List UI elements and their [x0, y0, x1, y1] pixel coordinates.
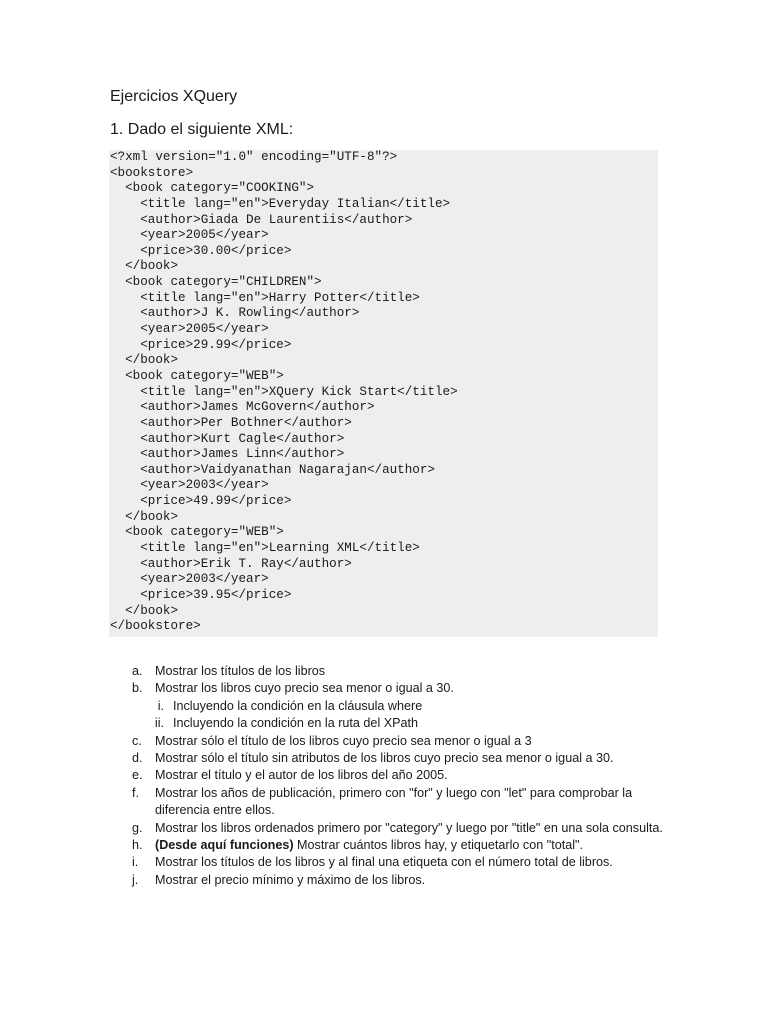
list-item [0, 680, 665, 697]
code-line: <title lang="en">Learning XML</title> [110, 541, 420, 556]
code-line: <year>2005</year> [110, 322, 269, 337]
section-heading: 1. Dado el siguiente XML: [110, 121, 294, 138]
list-item [0, 767, 665, 784]
list-item-text: Mostrar el precio mínimo y máximo de los libros. [155, 872, 426, 887]
list-item-text: Mostrar sólo el título sin atributos de los libros cuyo precio sea menor o igual a 30. [155, 751, 614, 766]
sub-list-item [0, 715, 665, 732]
code-line: </bookstore> [110, 619, 201, 634]
list-marker: g. [132, 820, 143, 835]
code-line: <price>39.95</price> [110, 587, 292, 602]
list-item-text: Mostrar cuántos libros hay, y etiquetarlo con "total". [293, 838, 583, 853]
list-marker: i. [157, 698, 164, 713]
code-line: <year>2005</year> [110, 228, 269, 243]
code-line: <book category="COOKING"> [110, 181, 315, 196]
code-line: </book> [110, 603, 179, 618]
code-line: </book> [110, 259, 179, 274]
code-line: <author>Per Bothner</author> [110, 415, 352, 430]
code-line: <author>James Linn</author> [110, 447, 345, 462]
code-line: <bookstore> [110, 165, 194, 180]
list-item-text: Mostrar sólo el título de los libros cuyo precio sea menor o igual a 3 [155, 733, 532, 748]
code-line: <?xml version="1.0" encoding="UTF-8"?> [110, 150, 398, 164]
code-line: <author>Erik T. Ray</author> [110, 556, 352, 571]
document-title: Ejercicios XQuery [110, 88, 238, 105]
code-line: <book category="CHILDREN"> [110, 275, 322, 290]
code-line: <author>J K. Rowling</author> [110, 306, 360, 321]
sub-list-item [0, 698, 665, 715]
code-line: <book category="WEB"> [110, 525, 284, 540]
code-line: <title lang="en">Harry Potter</title> [110, 290, 420, 305]
code-line: <author>Kurt Cagle</author> [110, 431, 345, 446]
code-line: <author>James McGovern</author> [110, 400, 375, 415]
list-item-text: Mostrar los libros ordenados primero por "category" y luego por "title" en una sola consulta. [155, 820, 663, 835]
list-marker: a. [132, 664, 143, 678]
list-marker: ii. [154, 716, 164, 731]
code-line: <title lang="en">Everyday Italian</title> [110, 196, 451, 211]
list-marker: f. [132, 785, 139, 800]
list-item [0, 733, 665, 750]
list-item-text: Mostrar el título y el autor de los libros del año 2005. [155, 768, 448, 783]
list-marker: d. [132, 751, 143, 766]
list-item [0, 785, 665, 820]
list-item-text: Mostrar los títulos de los libros [155, 664, 326, 678]
code-line: <price>49.99</price> [110, 494, 292, 509]
list-item-text: Incluyendo la condición en la cláusula where [173, 698, 423, 713]
code-line: <price>30.00</price> [110, 243, 292, 258]
list-item [0, 854, 665, 871]
list-item [0, 750, 665, 767]
code-line: <year>2003</year> [110, 572, 269, 587]
code-line: <author>Giada De Laurentiis</author> [110, 212, 413, 227]
list-marker: h. [132, 838, 143, 853]
list-marker: j. [132, 872, 139, 887]
code-line: <price>29.99</price> [110, 337, 292, 352]
code-line: </book> [110, 509, 179, 524]
list-item [0, 837, 665, 854]
exercise-list [0, 663, 768, 889]
list-item-text: Incluyendo la condición en la ruta del XPath [173, 716, 419, 731]
xml-code-block [109, 150, 658, 637]
list-item [0, 820, 665, 837]
code-line: <year>2003</year> [110, 478, 269, 493]
list-marker: b. [132, 681, 143, 696]
code-line: </book> [110, 353, 179, 368]
list-marker: e. [132, 768, 143, 783]
list-item-text: Mostrar los libros cuyo precio sea menor o igual a 30. [155, 681, 454, 696]
list-marker: c. [132, 733, 142, 748]
list-marker: i. [132, 855, 139, 870]
list-item-text: Mostrar los títulos de los libros y al final una etiqueta con el número total de libros. [155, 855, 613, 870]
code-line: <book category="WEB"> [110, 368, 284, 383]
list-item [0, 663, 665, 680]
list-item-emphasis: (Desde aquí funciones) [155, 838, 294, 853]
code-line: <author>Vaidyanathan Nagarajan</author> [110, 462, 435, 477]
list-item-text: Mostrar los años de publicación, primero con "for" y luego con "let" para comprobar la diferencia entre ellos. [155, 785, 633, 818]
code-line: <title lang="en">XQuery Kick Start</title> [110, 384, 458, 399]
list-item [0, 872, 665, 889]
